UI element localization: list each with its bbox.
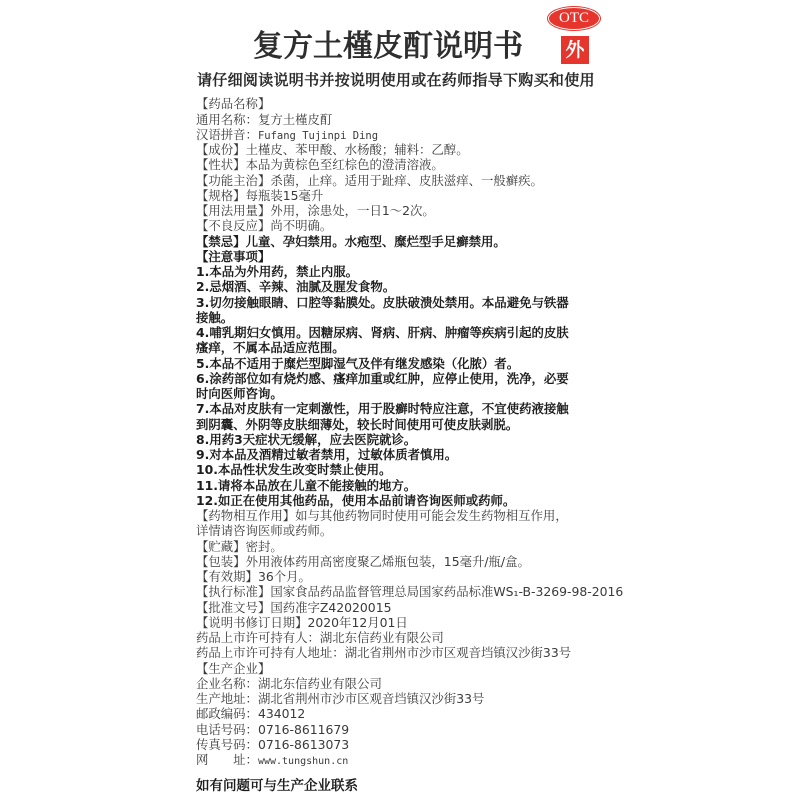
website-label: 网 址： — [196, 752, 258, 768]
page-title: 复方土槿皮酊说明书 — [253, 29, 523, 64]
precaution-line: 10.本品性状发生改变时禁止使用。 — [196, 462, 392, 478]
revision-date-row — [196, 615, 623, 630]
precaution-line-continued: 到阴囊、外阴等皮肤细薄处，较长时间使用可使皮肤剥脱。 — [196, 416, 519, 432]
generic-name-value: 复方土槿皮酊 — [257, 111, 333, 127]
dosage-row — [196, 203, 623, 218]
packaging-value: 外用液体药用高密度聚乙烯瓶包装，15毫升/瓶/盒。 — [245, 553, 530, 569]
precaution-item — [196, 325, 623, 356]
precaution-line: 6.涂药部位如有烧灼感、瘙痒加重或红肿，应停止使用，洗净，必要 — [196, 370, 569, 386]
revision-date-label: 【说明书修订日期】 — [196, 614, 308, 630]
shelf-life-label: 【有效期】 — [196, 569, 258, 585]
contact-note: 如有问题可与生产企业联系 — [196, 778, 358, 794]
precaution-line: 1.本品为外用药，禁止内服。 — [196, 264, 359, 280]
storage-label: 【贮藏】 — [196, 538, 246, 554]
external-use-badge: 外 — [561, 36, 589, 64]
mah-address-row — [196, 645, 623, 660]
shelf-life-row — [196, 569, 623, 584]
precaution-item — [196, 264, 623, 279]
address-row — [196, 691, 623, 706]
precaution-item — [196, 356, 623, 371]
precaution-line-continued: 时向医师咨询。 — [196, 386, 283, 402]
adverse-reactions-label: 【不良反应】 — [196, 218, 271, 234]
precaution-line: 12.如正在使用其他药品，使用本品前请咨询医师或药师。 — [196, 492, 516, 508]
interactions-row — [196, 508, 623, 523]
approval-number-label: 【批准文号】 — [196, 599, 271, 615]
dosage-label: 【用法用量】 — [196, 203, 271, 219]
contraindications-value: 儿童、孕妇禁用。水疱型、糜烂型手足癣禁用。 — [245, 233, 506, 249]
indications-value: 杀菌，止痒。适用于趾痒、皮肤滋痒、一般癣疾。 — [270, 172, 543, 188]
generic-name-row — [196, 112, 623, 127]
pinyin-value: Fufang Tujinpi Ding — [257, 129, 379, 142]
interactions-label: 【药物相互作用】 — [196, 508, 296, 524]
description-row — [196, 157, 623, 172]
phone-label: 电话号码： — [196, 721, 258, 737]
precaution-item — [196, 371, 623, 402]
precautions-section — [196, 249, 623, 508]
drug-name-heading: 【药品名称】 — [196, 96, 271, 112]
precaution-line: 3.切勿接触眼睛、口腔等黏膜处。皮肤破溃处禁用。本品避免与铁器 — [196, 294, 569, 310]
mah-value: 湖北东信药业有限公司 — [319, 630, 444, 646]
mah-label: 药品上市许可持有人： — [196, 630, 320, 646]
ingredients-value: 土槿皮、苯甲酸、水杨酸；辅料：乙醇。 — [245, 142, 469, 158]
insert-body — [196, 96, 623, 767]
approval-number-value: 国药准字Z42020015 — [270, 599, 392, 615]
precaution-item — [196, 447, 623, 462]
usage-notice: 请仔细阅读说明书并按说明使用或在药师指导下购买和使用 — [197, 71, 595, 89]
postcode-row — [196, 706, 623, 721]
fax-value: 0716-8613073 — [257, 736, 350, 752]
website-row — [196, 752, 623, 767]
precaution-line: 9.对本品及酒精过敏者禁用，过敏体质者慎用。 — [196, 447, 458, 463]
standard-row — [196, 584, 623, 599]
dosage-value: 外用，涂患处，一日1～2次。 — [270, 203, 435, 219]
specification-row — [196, 188, 623, 203]
indications-label: 【功能主治】 — [196, 172, 271, 188]
website-value: www.tungshun.cn — [257, 756, 349, 768]
adverse-reactions-row — [196, 218, 623, 233]
storage-value: 密封。 — [245, 538, 283, 554]
interactions-row-continued: 详情请咨询医师或药师。 — [196, 523, 333, 539]
packaging-label: 【包装】 — [196, 553, 246, 569]
precaution-item — [196, 462, 623, 477]
pinyin-row — [196, 127, 623, 142]
address-label: 生产地址： — [196, 691, 258, 707]
storage-row — [196, 539, 623, 554]
precaution-item — [196, 478, 623, 493]
precaution-item — [196, 295, 623, 326]
company-label: 企业名称： — [196, 675, 258, 691]
interactions-value: 如与其他药物同时使用可能会发生药物相互作用， — [295, 508, 568, 524]
precaution-line-continued: 接触。 — [196, 309, 234, 325]
manufacturer-section — [196, 661, 623, 768]
fax-label: 传真号码： — [196, 736, 258, 752]
indications-row — [196, 173, 623, 188]
fax-row — [196, 737, 623, 752]
company-row — [196, 676, 623, 691]
generic-name-label: 通用名称： — [196, 111, 258, 127]
precaution-item — [196, 279, 623, 294]
revision-date-value: 2020年12月01日 — [307, 614, 408, 630]
precaution-line: 5.本品不适用于糜烂型脚湿气及伴有继发感染（化脓）者。 — [196, 355, 520, 371]
precaution-item — [196, 493, 623, 508]
specification-value: 每瓶装15毫升 — [245, 187, 324, 203]
mah-address-label: 药品上市许可持有人地址： — [196, 645, 345, 661]
interactions-section — [196, 508, 623, 539]
description-label: 【性状】 — [196, 157, 246, 173]
precaution-line-continued: 瘙痒，不属本品适应范围。 — [196, 340, 345, 356]
otc-badge: OTC — [548, 7, 600, 30]
precaution-line: 4.哺乳期妇女慎用。因糖尿病、肾病、肝病、肿瘤等疾病引起的皮肤 — [196, 325, 569, 341]
mah-row — [196, 630, 623, 645]
precautions-heading: 【注意事项】 — [196, 248, 271, 264]
contraindications-row — [196, 234, 623, 249]
approval-number-row — [196, 600, 623, 615]
phone-value: 0716-8611679 — [257, 721, 350, 737]
precaution-line: 11.请将本品放在儿童不能接触的地方。 — [196, 477, 417, 493]
contraindications-label: 【禁忌】 — [196, 233, 246, 249]
phone-row — [196, 722, 623, 737]
ingredients-row — [196, 142, 623, 157]
manufacturer-heading: 【生产企业】 — [196, 660, 271, 676]
precaution-line: 7.本品对皮肤有一定刺激性，用于股癣时特应注意，不宜使药液接触 — [196, 401, 569, 417]
ingredients-label: 【成份】 — [196, 142, 246, 158]
postcode-label: 邮政编码： — [196, 706, 258, 722]
postcode-value: 434012 — [257, 706, 306, 722]
packaging-row — [196, 554, 623, 569]
company-value: 湖北东信药业有限公司 — [257, 675, 382, 691]
specification-label: 【规格】 — [196, 187, 246, 203]
pinyin-label: 汉语拼音： — [196, 126, 258, 142]
precaution-line: 2.忌烟酒、辛辣、油腻及腥发食物。 — [196, 279, 396, 295]
precaution-item — [196, 432, 623, 447]
address-value: 湖北省荆州市沙市区观音垱镇汉沙街33号 — [257, 691, 485, 707]
shelf-life-value: 36个月。 — [257, 569, 311, 585]
drug-name-section — [196, 96, 623, 142]
standard-label: 【执行标准】 — [196, 584, 271, 600]
precaution-item — [196, 401, 623, 432]
standard-value: 国家食品药品监督管理总局国家药品标准WS₁-B-3269-98-2016 — [270, 584, 624, 600]
adverse-reactions-value: 尚不明确。 — [270, 218, 333, 234]
mah-address-value: 湖北省荆州市沙市区观音垱镇汉沙街33号 — [344, 645, 572, 661]
description-value: 本品为黄棕色至红棕色的澄清溶液。 — [245, 157, 444, 173]
precaution-line: 8.用药3天症状无缓解，应去医院就诊。 — [196, 431, 417, 447]
